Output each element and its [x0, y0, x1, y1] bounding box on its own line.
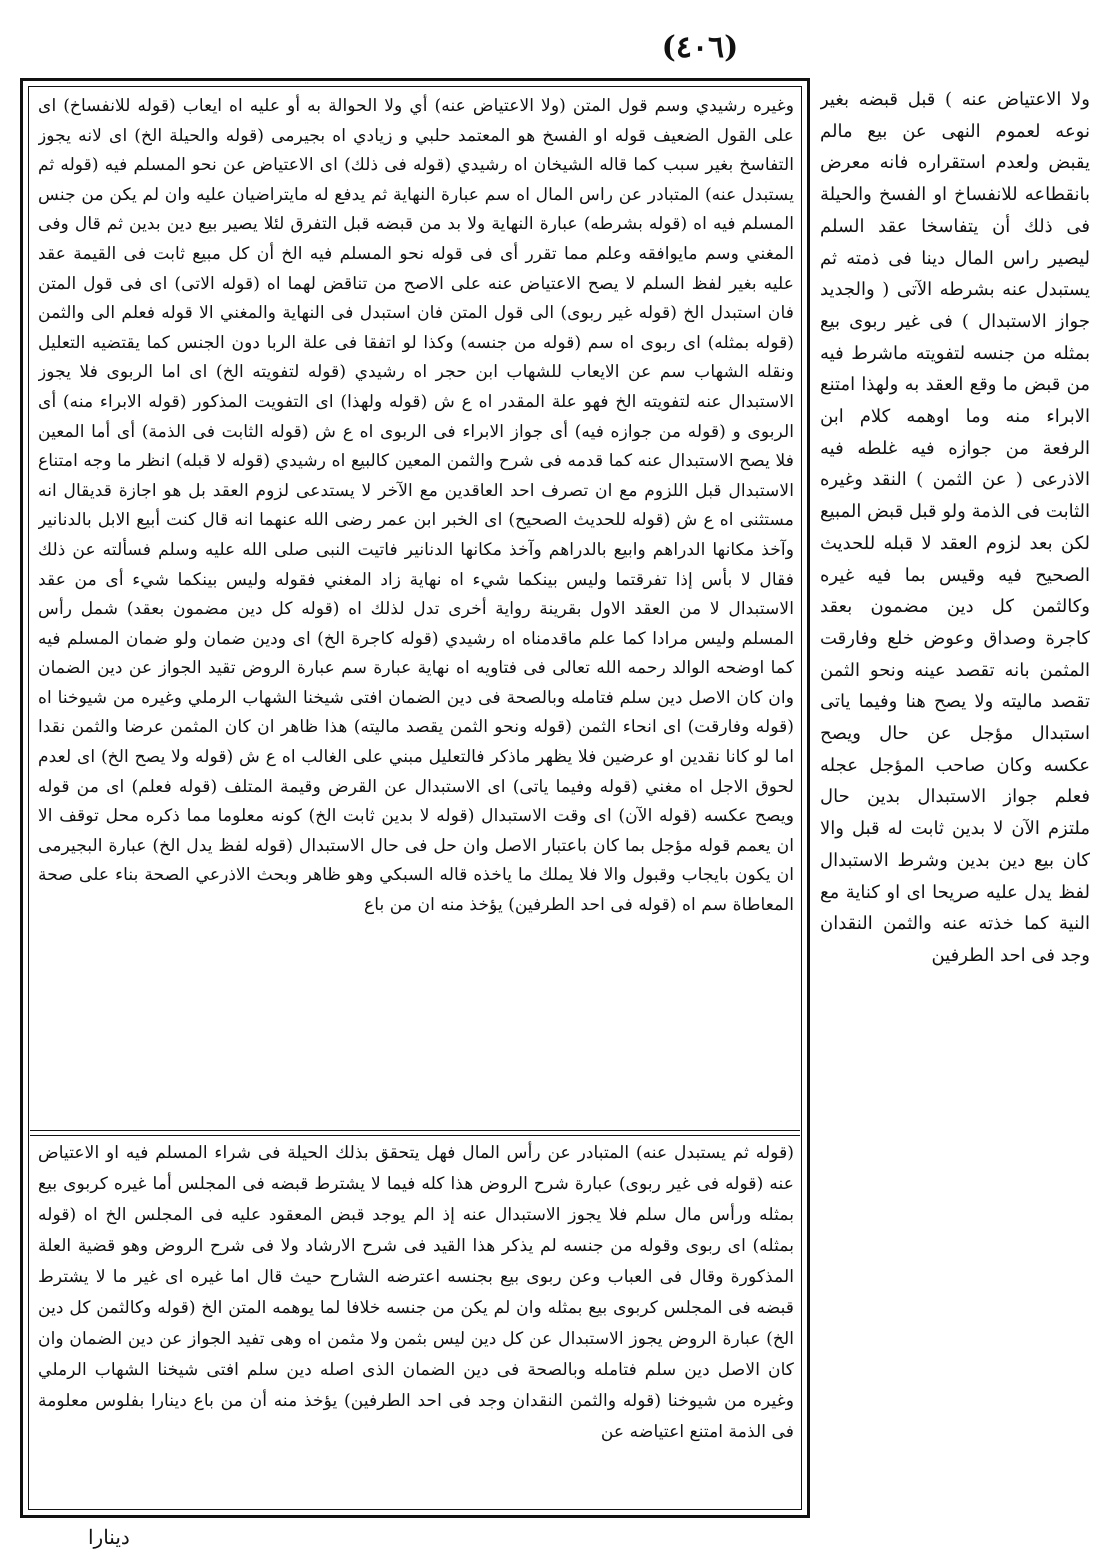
main-commentary-text: وغيره رشيدي وسم قول المتن (ولا الاعتياض عنه) أي ولا الحوالة به أو عليه اه ايعاب (قوله للانفساخ) اى على القول الضعيف قوله او الفسخ هو المعتمد حلبي و زيادي اه بجيرمى (قوله والحيلة الخ) اى لانه يجوز التفاسخ بغير سبب كما قاله الشيخان اه رشيدي (قوله فى ذلك) اى الاعتياض عن نحو المسلم فيه (قوله ثم يستبدل عنه) المتبادر عن راس المال اه سم عبارة النهاية ثم يدفع له مايتراضيان عليه وان لم يكن من جنس المسلم فيه اه (قوله بشرطه) عبارة النهاية ولا بد من قبضه قبل التفرق لئلا يصير بيع دين بدين ثم قال وفى المغني وسم مايوافقه وعلم مما تقرر أى فى قوله نحو المسلم فيه الخ أن كل مبيع ثابت فى القيمة عقد عليه بغير لفظ السلم لا يصح الاعتياض عنه على الاصح من تناقض لهما اه (قوله الاتى) اى فى قول المتن فان استبدل الخ (قوله غير ربوى) الى قول المتن فان استبدل فى النهاية والمغني الا قوله فعلم الى والثمن (قوله بمثله) اى ربوى اه سم (قوله من جنسه) وكذا لو اتفقا فى علة الربا دون الجنس كما يقتضيه التعليل ونقله الشهاب سم عن الايعاب للشهاب ابن حجر اه رشيدي (قوله لتفويته الخ) اى اما الربوى فلا يجوز الاستبدال عنه لتفويته الخ فهو علة المقدر اه ع ش (قوله ولهذا) اى التفويت المذكور (قوله الابراء منه) أى الربوى و (قوله من جوازه فيه) أى جواز الابراء فى الربوى اه ع ش (قوله الثابت فى الذمة) أى أما المعين فلا يصح الاستبدال عنه كما قدمه فى شرح والثمن المعين كالبيع اه رشيدي (قوله لا قبله) انظر ما وجه امتناع الاستبدال قبل اللزوم مع ان تصرف احد العاقدين مع الآخر لا يستدعى لزوم العقد بل هو اجازة قديقال انه مستثنى اه ع ش (قوله للحديث الصحيح) اى الخبر ابن عمر رضى الله عنهما انه قال كنت أبيع الابل بالدنانير وآخذ مكانها الدراهم وابيع بالدراهم وآخذ مكانها الدنانير فاتيت النبى صلى الله عليه وسلم فسألته عن ذلك فقال لا بأس إذا تفرقتما وليس بينكما شيء اه نهاية زاد المغني فقوله وليس بينكما شيء أى من عقد الاستبدال لا من العقد الاول بقرينة رواية أخرى تدل لذلك اه (قوله كل دين مضمون بعقد) شمل رأس المسلم وليس مرادا كما علم ماقدمناه اه رشيدي (قوله كاجرة الخ) اى ودين ضمان ولو ضمان المسلم فيه كما اوضحه الوالد رحمه الله تعالى فى فتاويه اه نهاية عبارة سم عبارة الروض تقيد الجواز عن دين الضمان وان كان الاصل دين سلم فتامله وبالصحة فى دين الضمان افتى شيخنا الشهاب الرملي وغيره من شيوخنا اه (قوله وفارقت) اى انحاء الثمن (قوله ونحو الثمن يقصد ماليته) هذا ظاهر ان كان المثمن عرضا والثمن نقدا اما لو كانا نقدين او عرضين فلا يظهر ماذكر فالتعليل مبني على الغالب اه ع ش (قوله ولا يصح الخ) اى لعدم لحوق الاجل اه مغني (قوله وفيما ياتى) اى الاستبدال عن القرض وقيمة المتلف (قوله فعلم) اى من قوله ويصح عكسه (قوله الآن) اى وقت الاستبدال (قوله لا بدين ثابت الخ) كونه معلوما مما ذكره محل توقف الا ان يعمم قوله مؤجل بما كان باعتبار الاصل وان حل فى حال الاستبدال (قوله لفظ يدل الخ) عبارة البجيرمى ان يكون بايجاب وقبول والا فلا يملك ما ياخذه قاله السبكي وهو ظاهر وبحث الاذرعي الصحة بناء على صحة المعاطاة سم اه (قوله فى احد الطرفين) يؤخذ منه ان من باع	[38, 96, 794, 916]
section-divider-secondary	[30, 1135, 800, 1136]
section-divider	[30, 1130, 800, 1131]
margin-matn-text: ولا الاعتياض عنه ) قبل قبضه بغير نوعه لعموم النهى عن بيع مالم يقبض ولعدم استقراره فانه معرض بانقطاعه للانفساخ او الفسخ والحيلة فى ذلك أن يتفاسخا عقد السلم ليصير راس المال دينا فى ذمته ثم يستبدل عنه بشرطه الآتى ( والجديد جواز الاستبدال ) فى غير ربوى بيع بمثله من جنسه لتفويته ماشرط فيه من قبض ما وقع العقد به ولهذا امتنع الابراء منه وما اوهمه كلام ابن الرفعة من جوازه فيه غلطه فيه الاذرعى ( عن الثمن ) النقد وغيره الثابت فى الذمة ولو قبل قبض المبيع لكن بعد لزوم العقد لا قبله للحديث الصحيح فيه وقيس بما فيه غيره وكالثمن كل دين مضمون بعقد كاجرة وصداق وعوض خلع وفارقت المثمن بانه تقصد عينه ونحو الثمن تقصد ماليته ولا يصح هنا وفيما ياتى استبدال مؤجل عن حال ويصح عكسه وكان صاحب المؤجل عجله فعلم جواز الاستبدال بدين حال ملتزم الآن لا بدين ثابت له قبل والا كان بيع دين بدين وشرط الاستبدال لفظ يدل عليه صريحا اى او كناية مع النية كما خذته عنه والثمن النقدان وجد فى احد الطرفين	[820, 89, 1090, 966]
page-number: (٤٠٦)	[661, 30, 739, 65]
footer-catchword: دينارا	[88, 1525, 130, 1549]
lower-commentary-text: (قوله ثم يستبدل عنه) المتبادر عن رأس المال فهل يتحقق بذلك الحيلة فى شراء المسلم فيه او الاعتياض عنه (قوله فى غير ربوى) عبارة شرح الروض هذا كله فيما لا يشترط قبضه فى المجلس أما غيره كربوى بيع بمثله ورأس مال سلم فلا يجوز الاستبدال عنه إذ الم يوجد قبض المعقود عليه فى المجلس الخ اه (قوله بمثله) اى ربوى وقوله من جنسه لم يذكر هذا القيد فى شرح الارشاد ولا فى شرح الروض وهو قضية العلة المذكورة وقال فى العباب وعن ربوى بيع بجنسه اعترضه الشارح حيث قال اما غيره اى غير ما لا يشترط قبضه فى المجلس كربوى بيع بمثله وان لم يكن من جنسه خلافا لما يوهمه المتن الخ (قوله وكالثمن كل دين الخ) عبارة الروض يجوز الاستبدال عن كل دين ليس بثمن ولا مثمن اه وهى تفيد الجواز عن دين الضمان وان كان الاصل دين سلم فتامله وبالصحة فى دين الضمان الذى اصله دين سلم افتى شيخنا الشهاب الرملي وغيره من شيوخنا (قوله والثمن النقدان وجد فى احد الطرفين) يؤخذ منه أن من باع دينارا بفلوس معلومة فى الذمة امتنع اعتياضه عن	[38, 1143, 794, 1442]
